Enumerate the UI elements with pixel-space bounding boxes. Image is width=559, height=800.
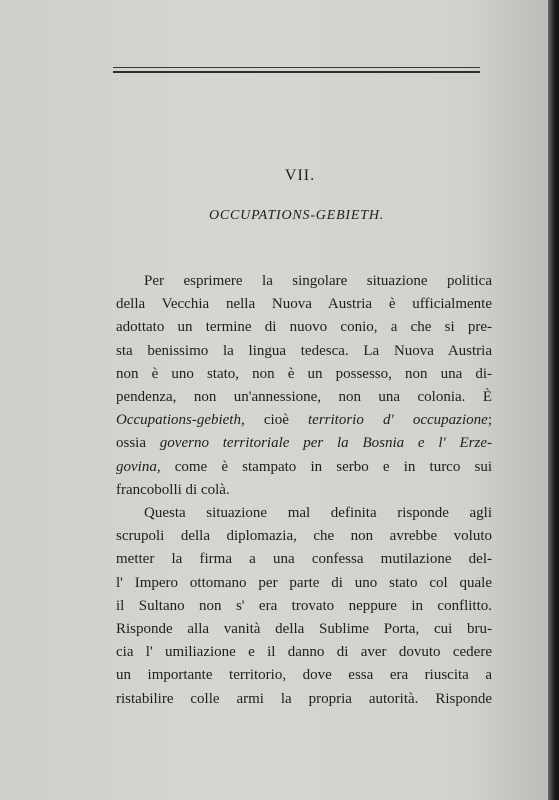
text-line: [116, 363, 492, 386]
paragraph: [116, 502, 492, 711]
text-run: Per esprimere la singolare situazione politica: [144, 273, 492, 289]
text-run: sta benissimo la lingua tedesca. La Nuova Austria: [116, 342, 492, 359]
text-run: francobolli di colà.: [116, 481, 230, 498]
text-run: ristabilire colle armi la propria autorità. Risponde: [116, 690, 492, 707]
text-run: adottato un termine di nuovo conio, a che si pre-: [116, 319, 492, 336]
text-line: [116, 456, 492, 479]
text-run: cioè: [244, 412, 308, 429]
text-line: [116, 664, 492, 687]
italic-text: territorio d' occupazione: [308, 412, 488, 429]
text-run: metter la firma a una confessa mutilazione del-: [116, 551, 492, 568]
header-rule-thin: [113, 67, 480, 68]
text-line: [116, 270, 492, 293]
text-line: [116, 386, 492, 409]
text-run: non è uno stato, non è un possesso, non una di-: [116, 365, 492, 382]
italic-text: governo territoriale per la Bosnia e l' Erze-: [159, 435, 493, 452]
italic-text: Occupations-gebieth,: [116, 412, 245, 429]
chapter-number: VII.: [284, 167, 316, 184]
text-line: [116, 316, 492, 339]
text-line: [116, 293, 492, 316]
text-line: [116, 641, 492, 664]
italic-text: govina: [116, 458, 157, 475]
text-run: Questa situazione mal definita risponde agli: [144, 505, 492, 522]
text-run: della Vecchia nella Nuova Austria è ufficialmente: [116, 296, 492, 313]
text-run: pendenza, non un'annessione, non una colonia. È: [116, 389, 492, 406]
text-line: [116, 525, 492, 548]
text-line: [116, 479, 492, 502]
text-line: [116, 548, 492, 571]
text-line: [116, 409, 492, 432]
text-line: [116, 432, 492, 455]
text-line: [116, 572, 492, 595]
chapter-title: OCCUPATIONS-GEBIETH.: [208, 208, 385, 223]
text-line: [116, 688, 492, 711]
header-rule-thick: [113, 71, 480, 73]
text-run: un importante territorio, dove essa era riuscita a: [116, 667, 492, 684]
text-run: ;: [487, 412, 492, 429]
text-run: il Sultano non s' era trovato neppure in conflitto.: [116, 597, 492, 614]
book-spine-edge: [548, 0, 559, 800]
text-line: [116, 618, 492, 641]
text-run: l' Impero ottomano per parte di uno stato col quale: [116, 574, 492, 591]
paragraph: [116, 270, 492, 502]
text-line: [116, 595, 492, 618]
text-line: [116, 340, 492, 363]
text-run: Risponde alla vanità della Sublime Porta, cui bru-: [116, 621, 492, 638]
text-run: , come è stampato in serbo e in turco sui: [156, 458, 492, 475]
body-text: [116, 270, 492, 711]
text-run: scrupoli della diplomazia, che non avrebbe voluto: [116, 528, 492, 545]
text-run: ossia: [116, 435, 160, 452]
text-run: cia l' umiliazione e il danno di aver dovuto cedere: [116, 644, 492, 661]
text-line: [116, 502, 492, 525]
